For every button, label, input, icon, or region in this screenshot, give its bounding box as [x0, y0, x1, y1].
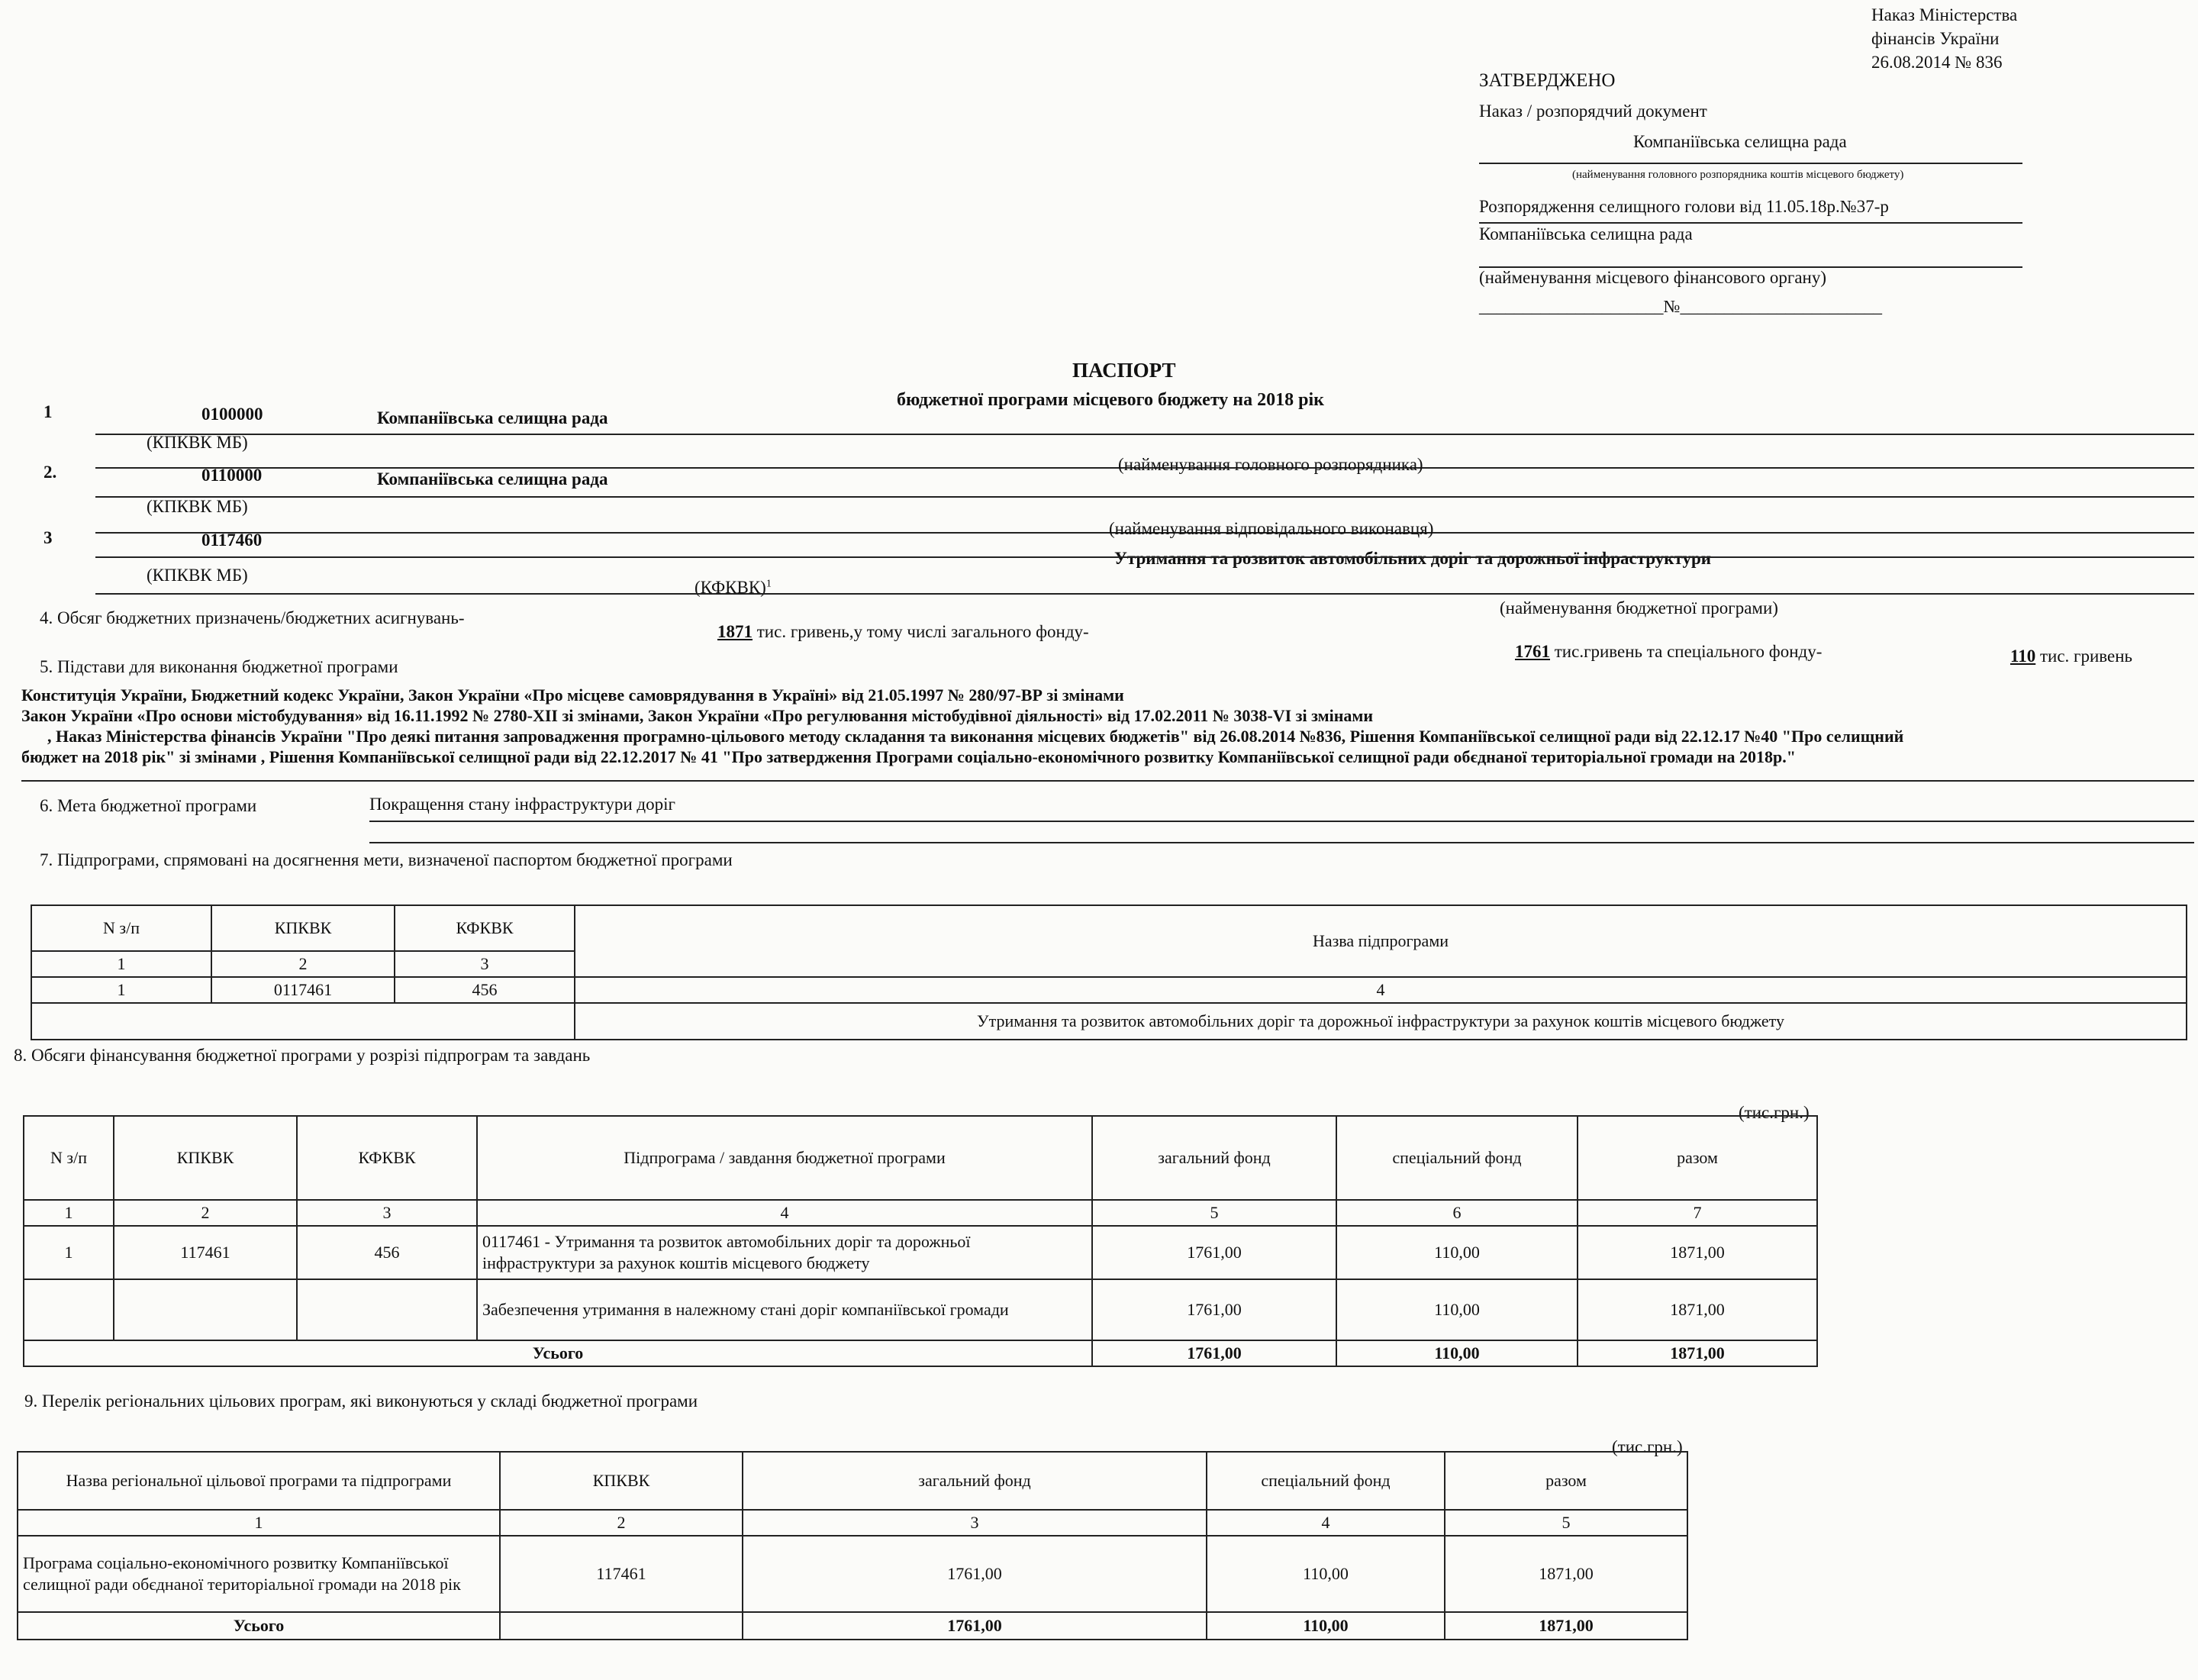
- row2-name: Компаніївська селищна рада: [377, 469, 608, 489]
- row2-name-caption: (найменування відповідального виконавця): [1109, 519, 1434, 538]
- col-header: КПКВК: [114, 1116, 297, 1200]
- item4-special-line: 110 тис. гривень: [2010, 647, 2133, 666]
- col-number: 1: [24, 1200, 114, 1226]
- item5-line: бюджет на 2018 рік" зі змінами , Рішення Компаніївської селищної ради від 22.12.2017 № 41 "Про затвердження Програми соціально-економічного розвитку Компаніївської селищної ради обєднаної територіальної громади на 2018р.": [21, 747, 1796, 766]
- item5-line: Закон України «Про основи містобудування» від 16.11.1992 № 2780-XII зі змінами, Закон України «Про регулювання містобудівної діяльності» від 17.02.2011 № 3038-VI зі змінами: [21, 706, 1374, 725]
- passport-title: ПАСПОРТ: [1072, 359, 1176, 382]
- col-number: 4: [575, 977, 2187, 1003]
- table-row-kfkvk: 456: [395, 977, 575, 1003]
- table-row: [24, 1279, 1817, 1340]
- col-number: 3: [743, 1510, 1207, 1536]
- item6-value: Покращення стану інфраструктури доріг: [369, 795, 675, 814]
- table-cell-kfkvk: [297, 1279, 477, 1340]
- passport-subtitle: бюджетної програми місцевого бюджету на 2018 рік: [897, 390, 1324, 410]
- item5-line: Конституція України, Бюджетний кодекс України, Закон України «Про місцеве самоврядування в Україні» від 21.05.1997 № 280/97-ВР зі змінами: [21, 685, 1124, 705]
- col-header: разом: [1578, 1116, 1817, 1200]
- row2-code-caption: (КПКВК МБ): [147, 497, 248, 516]
- item5-basis: [21, 685, 1903, 767]
- row1-code: 0100000: [201, 405, 263, 424]
- approved-org1-caption: (найменування головного розпорядника коштів місцевого бюджету): [1572, 169, 1904, 181]
- item4-total: 1871: [717, 622, 753, 641]
- subprograms-table: [31, 904, 2187, 1040]
- item5-line: , Наказ Міністерства фінансів України "Про деякі питання запровадження програмно-цільового методу складання та виконання місцевих бюджетів" від 26.08.2014 №836, Рішення Компаніївської селищної ради від 22.12.17 №40 "Про селищний: [47, 727, 1904, 746]
- item4-label: 4. Обсяг бюджетних призначень/бюджетних асигнувань-: [40, 608, 465, 627]
- table-row-name: Утримання та розвиток автомобільних доріг та дорожньої інфраструктури за рахунок коштів місцевого бюджету: [575, 1003, 2187, 1040]
- col-number: 6: [1336, 1200, 1578, 1226]
- table-row: [24, 1226, 1817, 1279]
- order-ref-line2: фінансів України: [1871, 29, 2000, 48]
- col-header: спеціальний фонд: [1207, 1452, 1445, 1510]
- row1-code-caption: (КПКВК МБ): [147, 433, 248, 452]
- approved-title: ЗАТВЕРДЖЕНО: [1479, 70, 1616, 91]
- table-cell-special: 110,00: [1336, 1226, 1578, 1279]
- total-special: 110,00: [1207, 1612, 1445, 1640]
- table-cell-name: Забезпечення утримання в належному стані доріг компаніївської громади: [477, 1279, 1092, 1340]
- order-ref-line1: Наказ Міністерства: [1871, 5, 2018, 24]
- item9-unit: (тис.грн.): [1612, 1437, 1683, 1456]
- col-number: 3: [395, 951, 575, 977]
- col-number: 2: [211, 951, 395, 977]
- row1-name: Компаніївська селищна рада: [377, 408, 608, 427]
- row3-kfkvk-caption: (КФКВК)$^1$: [695, 578, 772, 597]
- col-header: Назва регіональної цільової програми та підпрограми: [18, 1452, 500, 1510]
- approved-doc: Наказ / розпорядчий документ: [1479, 102, 1707, 121]
- table-cell-name: Програма соціально-економічного розвитку Компаніївської селищної ради обєднаної територіальної громади на 2018 рік: [18, 1536, 500, 1612]
- total-general: 1761,00: [743, 1612, 1207, 1640]
- col-number: 2: [114, 1200, 297, 1226]
- col-header: разом: [1445, 1452, 1687, 1510]
- col-number: 7: [1578, 1200, 1817, 1226]
- order-ref-line3: 26.08.2014 № 836: [1871, 53, 2003, 72]
- row3-name: Утримання та розвиток автомобільних доріг та дорожньої інфраструктури: [1114, 549, 1712, 568]
- total-sum: 1871,00: [1578, 1340, 1817, 1366]
- table-cell-n: 1: [24, 1226, 114, 1279]
- table-row: [18, 1536, 1687, 1612]
- item8-label: 8. Обсяги фінансування бюджетної програми у розрізі підпрограм та завдань: [14, 1046, 591, 1065]
- col-header: КПКВК: [500, 1452, 743, 1510]
- approved-decree: Розпорядження селищного голови від 11.05.18р.№37-р: [1479, 197, 1889, 216]
- item4-total-line: 1871 тис. гривень,у тому числі загального фонду-: [717, 622, 1089, 641]
- total-label: Усього: [24, 1340, 1092, 1366]
- row1-number: 1: [44, 402, 53, 421]
- table-cell-name: 0117461 - Утримання та розвиток автомобільних доріг та дорожньої інфраструктури за рахунок коштів місцевого бюджету: [477, 1226, 1092, 1279]
- item5-label: 5. Підстави для виконання бюджетної програми: [40, 657, 398, 676]
- item4-general: 1761: [1515, 642, 1550, 661]
- col-header: КФКВК: [297, 1116, 477, 1200]
- table-cell-kfkvk: 456: [297, 1226, 477, 1279]
- col-number: 2: [500, 1510, 743, 1536]
- total-row: [18, 1612, 1687, 1640]
- row3-number: 3: [44, 528, 53, 547]
- col-header: загальний фонд: [743, 1452, 1207, 1510]
- item4-special: 110: [2010, 647, 2036, 666]
- col-header: Підпрограма / завдання бюджетної програми: [477, 1116, 1092, 1200]
- total-special: 110,00: [1336, 1340, 1578, 1366]
- col-header: N з/п: [31, 905, 211, 951]
- col-number: 5: [1092, 1200, 1336, 1226]
- col-number: 4: [1207, 1510, 1445, 1536]
- table-cell-kpkvk: 117461: [114, 1226, 297, 1279]
- table-cell-kpkvk: [114, 1279, 297, 1340]
- table-row-n: 1: [31, 977, 211, 1003]
- col-number: 5: [1445, 1510, 1687, 1536]
- table-cell-total: 1871,00: [1578, 1279, 1817, 1340]
- col-header: КПКВК: [211, 905, 395, 951]
- approved-org2-caption: (найменування місцевого фінансового органу): [1479, 268, 1827, 287]
- table-cell-kpkvk: 117461: [500, 1536, 743, 1612]
- item9-label: 9. Перелік регіональних цільових програм, які виконуються у складі бюджетної програми: [24, 1391, 698, 1411]
- item6-label: 6. Мета бюджетної програми: [40, 796, 257, 815]
- footnote-mark: 1: [765, 578, 772, 590]
- total-sum: 1871,00: [1445, 1612, 1687, 1640]
- col-number: 1: [31, 951, 211, 977]
- col-header: спеціальний фонд: [1336, 1116, 1578, 1200]
- table-cell-general: 1761,00: [1092, 1279, 1336, 1340]
- table-cell-total: 1871,00: [1445, 1536, 1687, 1612]
- table-cell-general: 1761,00: [1092, 1226, 1336, 1279]
- row3-code-caption: (КПКВК МБ): [147, 566, 248, 585]
- approved-org2: Компаніївська селищна рада: [1479, 224, 1693, 243]
- col-header: КФКВК: [395, 905, 575, 951]
- total-general: 1761,00: [1092, 1340, 1336, 1366]
- col-header: загальний фонд: [1092, 1116, 1336, 1200]
- col-number: 4: [477, 1200, 1092, 1226]
- item8-unit: (тис.грн.): [1739, 1103, 1810, 1122]
- table-cell-n: [24, 1279, 114, 1340]
- col-header: Назва підпрограми: [575, 905, 2187, 977]
- row3-name-caption: (найменування бюджетної програми): [1500, 598, 1778, 618]
- table-cell-special: 110,00: [1207, 1536, 1445, 1612]
- item7-label: 7. Підпрограми, спрямовані на досягнення мети, визначеної паспортом бюджетної програми: [40, 850, 733, 869]
- row3-code: 0117460: [201, 530, 263, 550]
- total-label: Усього: [18, 1612, 500, 1640]
- row2-code: 0110000: [201, 466, 263, 485]
- order-reference: [1871, 3, 2017, 74]
- col-number: 3: [297, 1200, 477, 1226]
- financing-table: [23, 1115, 1818, 1367]
- row2-number: 2.: [44, 463, 57, 482]
- table-cell-special: 110,00: [1336, 1279, 1578, 1340]
- table-cell-general: 1761,00: [743, 1536, 1207, 1612]
- col-number: 1: [18, 1510, 500, 1536]
- approved-org1: Компаніївська селищна рада: [1633, 132, 1847, 151]
- item4-general-line: 1761 тис.гривень та спеціального фонду-: [1515, 642, 1823, 661]
- col-header: N з/п: [24, 1116, 114, 1200]
- approved-number-line: _____________________№_______________________: [1479, 297, 1882, 316]
- table-cell-total: 1871,00: [1578, 1226, 1817, 1279]
- regional-programs-table: [17, 1451, 1688, 1640]
- total-row: [24, 1340, 1817, 1366]
- table-row-kpkvk: 0117461: [211, 977, 395, 1003]
- row1-name-caption: (найменування головного розпорядника): [1118, 455, 1423, 474]
